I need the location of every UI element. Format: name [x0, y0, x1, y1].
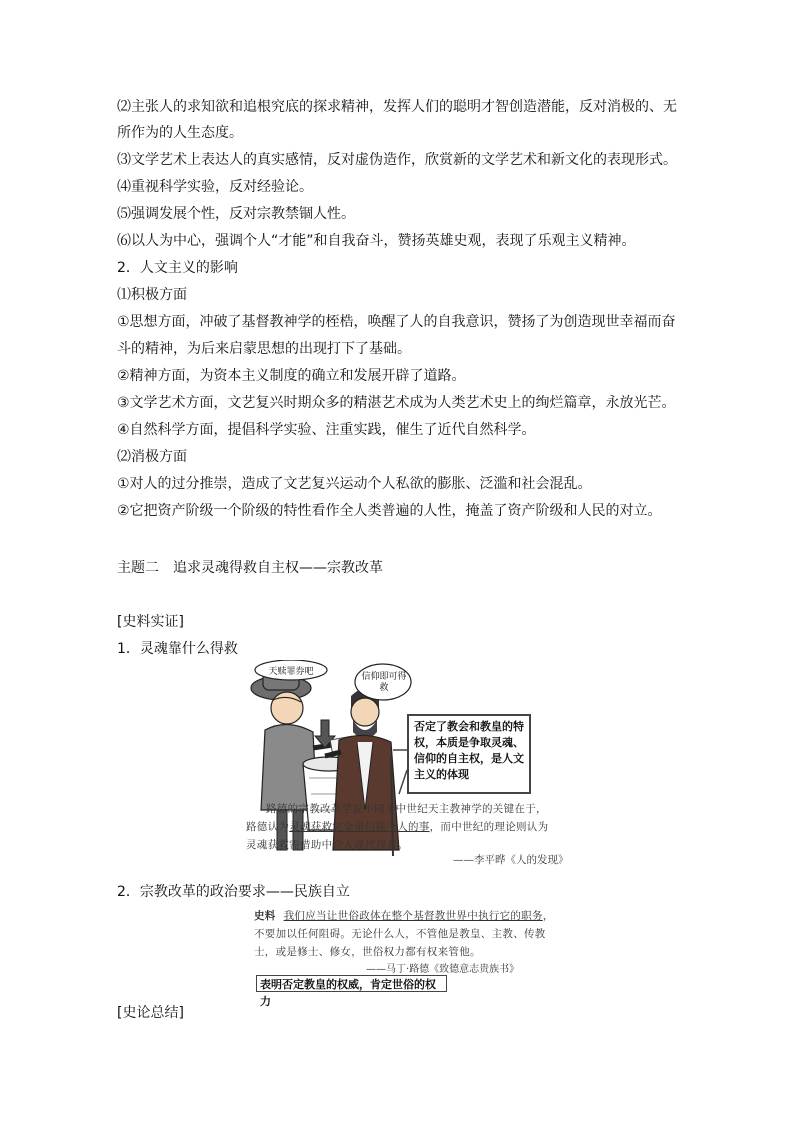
- quote-text: ，而中世纪的理论则认为灵魂获救需借助中介人或代祷者。: [246, 821, 549, 851]
- figure-callout: 表明否定教皇的权威，肯定世俗的权力: [256, 975, 447, 992]
- text-line: ⑵主张人的求知欲和追根究底的探求精神，发挥人们的聪明才智创造潜能，反对消极的、无: [117, 99, 677, 115]
- text-line: ⑸强调发展个性，反对宗教禁锢人性。: [117, 206, 355, 222]
- quote-text: ，不要加以任何阻碍。无论什么人，不管他是教皇、主教、传教士，或是修士、修女，世俗权力都有权来管他。: [254, 910, 554, 958]
- figure-callout: 否定了教会和教皇的特权，本质是争取灵魂、信仰的自主权，是人文主义的体现: [407, 714, 531, 794]
- section-label: [史论总结]: [117, 1005, 184, 1021]
- text-line: ⑷重视科学实验，反对经验论。: [117, 179, 313, 195]
- section-label: [史料实证]: [117, 614, 184, 630]
- figure-quote: [246, 800, 556, 854]
- speech-bubble-left: 天赎罪券吧: [268, 667, 314, 677]
- source-label: 史料: [254, 910, 276, 922]
- text-line: 所作为的人生态度。: [117, 125, 243, 141]
- text-line: ①对人的过分推崇，造成了文艺复兴运动个人私欲的膨胀、泛滥和社会混乱。: [117, 476, 592, 492]
- text-line: ②它把资产阶级一个阶级的特性看作全人类普遍的人性，掩盖了资产阶级和人民的对立。: [117, 503, 662, 519]
- text-line: ④自然科学方面，提倡科学实验、注重实践，催生了近代自然科学。: [117, 422, 536, 438]
- text-line: ②精神方面，为资本主义制度的确立和发展开辟了道路。: [117, 368, 466, 384]
- speech-bubble-right: 信仰即可得救: [361, 672, 407, 693]
- text-line: ⑹以人为中心，强调个人“才能”和自我奋斗，赞扬英雄史观，表现了乐观主义精神。: [117, 233, 636, 249]
- text-line: ③文学艺术方面，文艺复兴时期众多的精湛艺术成为人类艺术史上的绚烂篇章，永放光芒。: [117, 395, 676, 411]
- text-line: ⑵消极方面: [117, 449, 187, 465]
- item-heading: 2．宗教改革的政治要求——民族自立: [117, 884, 350, 900]
- theme-title: 主题二 追求灵魂得救自主权——宗教改革: [117, 560, 383, 576]
- quote-underlined: 我们应当让世俗政体在整个基督教世界中执行它的职务: [283, 910, 543, 922]
- text-line: ①思想方面，冲破了基督教神学的桎梏，唤醒了人的自我意识，赞扬了为创造现世幸福而奋: [117, 314, 676, 330]
- text-line: 斗的精神，为后来启蒙思想的出现打下了基础。: [117, 341, 411, 357]
- item-heading: 1．灵魂靠什么得救: [117, 641, 238, 657]
- quote-text: 路德的宗教改革学说不同于中世纪天主教神学的关键在于，路德认为: [246, 803, 547, 833]
- source-excerpt: [254, 907, 554, 961]
- text-line: ⑶文学艺术上表达人的真实感情，反对虚伪造作，欣赏新的文学艺术和新文化的表现形式。: [117, 152, 677, 168]
- quote-source: ——马丁·路德《致德意志贵族书》: [366, 964, 520, 975]
- text-line: ⑴积极方面: [117, 287, 187, 303]
- quote-underlined: 灵魂获救完全是信徒个人的事: [289, 821, 430, 833]
- text-line: 2．人文主义的影响: [117, 260, 238, 276]
- quote-source: ——李平晔《人的发现》: [453, 854, 569, 866]
